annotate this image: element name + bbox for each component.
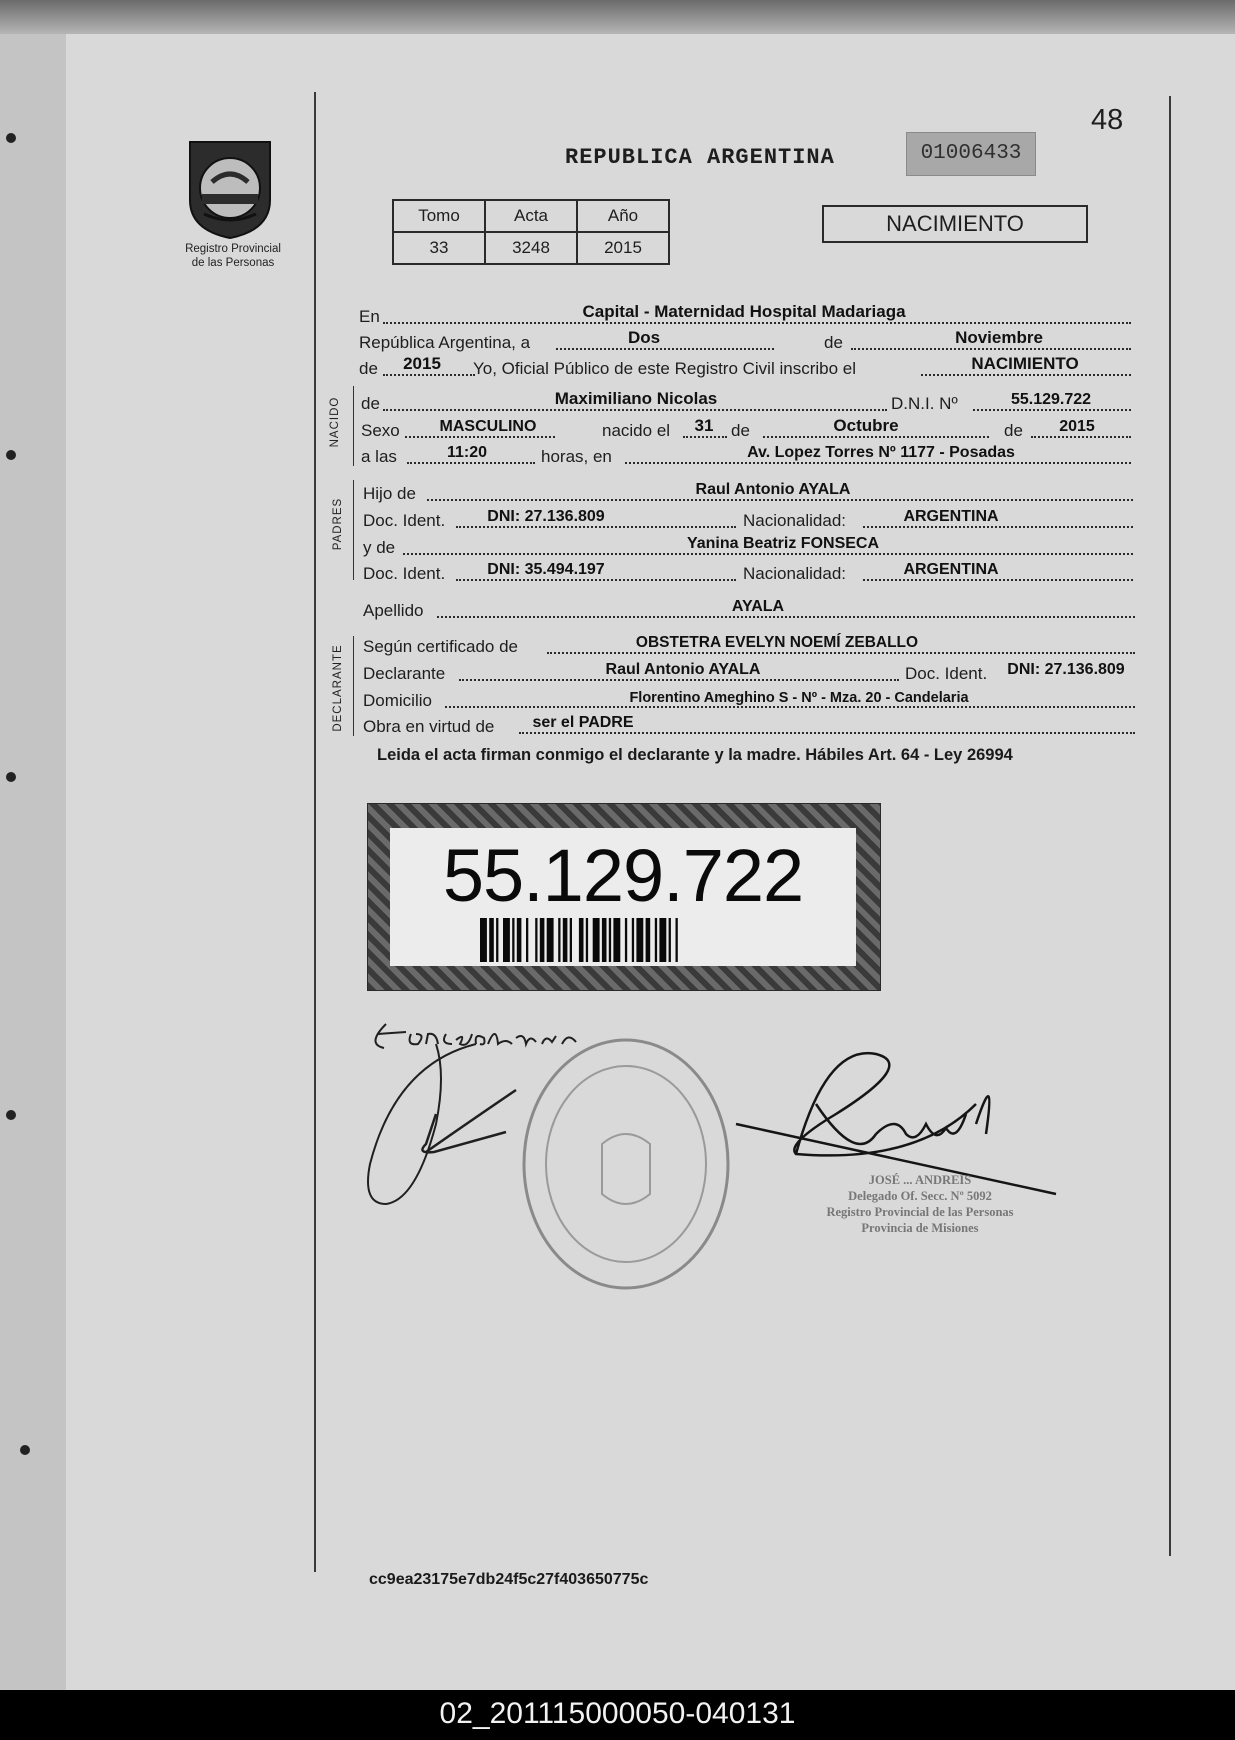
page-number: 48 (1091, 104, 1124, 136)
inscription-line (359, 354, 1131, 380)
dotted-fill (445, 706, 1135, 708)
barcode-bar (613, 918, 620, 962)
misiones-seal-logo (180, 130, 280, 240)
tomo-header: Tomo (393, 200, 485, 232)
declarante-label: Declarante (363, 664, 446, 683)
birth-day: 31 (694, 416, 714, 435)
acta-header: Acta (485, 200, 577, 232)
section-divider (353, 386, 354, 466)
barcode-bar (593, 918, 600, 962)
mother-doc-line (363, 559, 1133, 585)
dotted-fill (851, 348, 1131, 350)
barcode-bar (632, 918, 634, 962)
barcode-bar (655, 918, 657, 962)
place-value: Capital - Maternidad Hospital Madariaga (582, 302, 906, 321)
official-stamp (800, 1172, 1040, 1236)
scan-filename: 02_201115000050-040131 (439, 1697, 796, 1730)
barcode-bar (526, 918, 528, 962)
declarante-section-label: DECLARANTE (332, 644, 344, 732)
mother-nationality: ARGENTINA (903, 561, 999, 578)
dotted-fill (427, 499, 1133, 501)
stamp-line-4: Provincia de Misiones (861, 1221, 979, 1235)
dotted-fill (405, 436, 555, 438)
obra-line (363, 712, 1135, 738)
registry-caption-line1: Registro Provincial (185, 243, 281, 255)
nacido-name-line (361, 389, 1131, 415)
birth-place: Av. Lopez Torres Nº 1177 - Posadas (747, 444, 1015, 461)
dotted-fill (683, 436, 727, 438)
nacido-section-label: NACIDO (329, 396, 341, 448)
barcode-bar (540, 918, 545, 962)
father-nationality: ARGENTINA (903, 508, 999, 525)
sexo-value: MASCULINO (439, 418, 537, 435)
dni-number-large: 55.129.722 (442, 834, 804, 917)
dotted-fill (456, 526, 736, 528)
apellido-line (363, 596, 1135, 622)
stamp-line-3: Registro Provincial de las Personas (826, 1205, 1014, 1219)
barcode-bar (535, 918, 537, 962)
dotted-fill (921, 374, 1131, 376)
barcode-bar (558, 918, 560, 962)
place-line (359, 302, 1131, 328)
tomo-value: 33 (393, 232, 485, 264)
father-doc: DNI: 27.136.809 (487, 508, 605, 525)
domicilio-line (363, 686, 1135, 712)
dotted-fill (383, 409, 887, 411)
child-dni: 55.129.722 (1010, 391, 1092, 408)
binding-hole (6, 133, 16, 143)
padres-section-label: PADRES (332, 497, 344, 551)
barcode-bar (609, 918, 611, 962)
anio-header: Año (577, 200, 669, 232)
document-hash: cc9ea23175e7db24f5c27f403650775c (369, 1571, 649, 1588)
binding-hole (20, 1445, 30, 1455)
father-name: Raul Antonio AYALA (695, 481, 851, 498)
declarante-name: Raul Antonio AYALA (605, 661, 761, 678)
left-frame-line (314, 92, 316, 1572)
serial-number: 01006433 (906, 132, 1036, 176)
barcode-bar (602, 918, 607, 962)
de-label: de (1004, 421, 1023, 440)
closing-statement: Leida el acta firman conmigo el declarante y la madre. Hábiles Art. 64 - Ley 26994 (377, 746, 1013, 764)
birth-hour: 11:20 (446, 444, 488, 461)
nacido-hour-line (361, 442, 1131, 468)
dotted-fill (863, 579, 1133, 581)
nacido-el-label: nacido el (602, 421, 671, 440)
stamp-line-1: JOSÉ ... ANDREIS (868, 1173, 972, 1187)
apellido-value: AYALA (731, 598, 785, 615)
father-line (363, 479, 1133, 505)
barcode-bar (503, 918, 510, 962)
barcode-bar (496, 918, 498, 962)
birth-month: Octubre (833, 416, 899, 435)
dotted-fill (625, 462, 1131, 464)
barcode-bar (489, 918, 494, 962)
barcode-bar (636, 918, 643, 962)
handwritten-signatures (356, 1004, 1136, 1304)
obra-label: Obra en virtud de (363, 717, 495, 736)
declarante-doc: DNI: 27.136.809 (1007, 661, 1125, 678)
dotted-fill (407, 462, 535, 464)
dotted-fill (863, 526, 1133, 528)
inscribe-type: NACIMIENTO (971, 354, 1079, 373)
domicilio-value: Florentino Ameghino S - Nº - Mza. 20 - Candelaria (629, 690, 969, 706)
right-frame-line (1169, 96, 1171, 1556)
section-divider (353, 636, 354, 736)
barcode-bar (570, 918, 572, 962)
dotted-fill (556, 348, 774, 350)
barcode-bar (625, 918, 627, 962)
barcode-bar (579, 918, 584, 962)
dotted-fill (763, 436, 989, 438)
birth-year: 2015 (1059, 418, 1095, 435)
section-divider (353, 480, 354, 580)
act-type-box: NACIMIENTO (822, 205, 1088, 243)
barcode-bars (480, 918, 766, 962)
nacionalidad-label: Nacionalidad: (743, 564, 847, 583)
barcode-bar (586, 918, 588, 962)
doc-ident-label: Doc. Ident. (363, 511, 446, 530)
binding-hole (6, 772, 16, 782)
obra-value: ser el PADRE (532, 714, 634, 731)
barcode-bar (646, 918, 651, 962)
y-de-label: y de (363, 538, 396, 557)
barcode-bar (547, 918, 554, 962)
declarante-line (363, 659, 1135, 685)
dni-barcode-sticker (367, 803, 881, 991)
dotted-fill (547, 652, 1135, 654)
barcode-bar (659, 918, 666, 962)
republica-label: República Argentina, a (359, 333, 531, 352)
father-doc-line (363, 506, 1133, 532)
registry-table (392, 199, 670, 265)
binding-hole (6, 450, 16, 460)
previous-page-edge (0, 34, 71, 1700)
nacido-sex-line (361, 416, 1131, 442)
dotted-fill (403, 553, 1133, 555)
dotted-fill (437, 616, 1135, 618)
a-las-label: a las (361, 447, 397, 466)
month-word: Noviembre (955, 328, 1043, 347)
country-title: REPUBLICA ARGENTINA (565, 145, 835, 170)
date-line (359, 328, 1131, 354)
hijo-de-label: Hijo de (363, 484, 416, 503)
binding-hole (6, 1110, 16, 1120)
barcode-bar (676, 918, 678, 962)
de-label: de (731, 421, 750, 440)
dotted-fill (973, 409, 1131, 411)
year-value: 2015 (403, 354, 441, 373)
oficial-text: Yo, Oficial Público de este Registro Civil inscribo el (473, 359, 856, 378)
signatures-area (356, 1004, 1136, 1304)
sexo-label: Sexo (361, 421, 400, 440)
certificate-issuer: OBSTETRA EVELYN NOEMÍ ZEBALLO (635, 634, 919, 651)
top-edge (0, 0, 1235, 34)
de-label: de (359, 359, 378, 378)
nacionalidad-label: Nacionalidad: (743, 511, 847, 530)
de-label: de (824, 333, 843, 352)
apellido-label: Apellido (363, 601, 424, 620)
mother-name: Yanina Beatriz FONSECA (686, 535, 880, 552)
dni-label: D.N.I. Nº (891, 394, 958, 413)
anio-value: 2015 (577, 232, 669, 264)
de-label: de (361, 394, 380, 413)
dotted-fill (383, 374, 475, 376)
horas-en-label: horas, en (541, 447, 612, 466)
barcode-label (390, 828, 856, 966)
cert-line (363, 632, 1135, 658)
barcode-bar (517, 918, 522, 962)
domicilio-label: Domicilio (363, 691, 432, 710)
mother-doc: DNI: 35.494.197 (487, 561, 605, 578)
barcode-bar (512, 918, 514, 962)
registry-caption-line2: de las Personas (191, 257, 275, 269)
acta-value: 3248 (485, 232, 577, 264)
barcode-bar (480, 918, 487, 962)
day-word: Dos (627, 328, 661, 347)
dotted-fill (383, 322, 1131, 324)
barcode-bar (669, 918, 671, 962)
barcode-bar (563, 918, 568, 962)
segun-certificado-label: Según certificado de (363, 637, 518, 656)
dotted-fill (456, 579, 736, 581)
dotted-fill (1031, 436, 1131, 438)
mother-line (363, 533, 1133, 559)
dotted-fill (459, 679, 899, 681)
en-label: En (359, 307, 380, 326)
registry-caption (168, 242, 298, 270)
child-name: Maximiliano Nicolas (554, 389, 718, 408)
doc-ident-label: Doc. Ident. (905, 664, 988, 683)
doc-ident-label: Doc. Ident. (363, 564, 446, 583)
stamp-line-2: Delegado Of. Secc. Nº 5092 (848, 1189, 992, 1203)
dotted-fill (519, 732, 1135, 734)
